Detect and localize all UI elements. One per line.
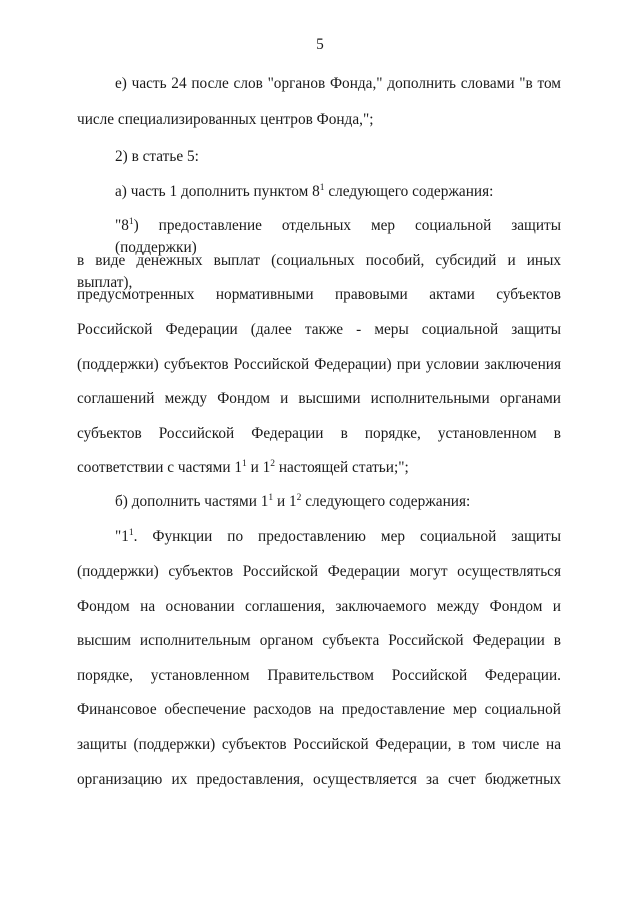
- text-line: защиты (поддержки) субъектов Российской Федерации, в том числе на: [77, 736, 561, 753]
- text-line: (поддержки) субъектов Российской Федерации) при условии заключения: [77, 356, 561, 373]
- text-line: Финансовое обеспечение расходов на предоставление мер социальной: [77, 701, 561, 718]
- text-segment: соответствии с частями 1: [77, 459, 243, 476]
- page-number: 5: [316, 36, 324, 53]
- text-segment: и 1: [246, 459, 271, 476]
- text-line: Фондом на основании соглашения, заключаемого между Фондом и: [77, 598, 561, 615]
- text-line: [115, 181, 561, 203]
- text-line: предусмотренных нормативными правовыми актами субъектов: [77, 286, 561, 303]
- text-line: (поддержки) субъектов Российской Федерации могут осуществляться: [77, 563, 561, 580]
- text-segment: а) часть 1 дополнить пунктом 8: [115, 183, 320, 200]
- text-segment: настоящей статьи;";: [275, 459, 409, 476]
- text-segment: "8: [115, 217, 129, 234]
- text-line: высшим исполнительным органом субъекта Российской Федерации в: [77, 632, 561, 649]
- text-line: субъектов Российской Федерации в порядке, установленном в: [77, 425, 561, 442]
- text-line: 2) в статье 5:: [115, 148, 199, 165]
- text-line: е) часть 24 после слов "органов Фонда," дополнить словами "в том: [115, 75, 561, 92]
- text-line: в виде денежных выплат (социальных пособий, субсидий и иных выплат),: [77, 252, 561, 291]
- text-line: организацию их предоставления, осуществляется за счет бюджетных: [77, 771, 561, 788]
- text-line: [115, 491, 561, 513]
- text-segment: "1: [115, 528, 129, 545]
- text-segment: следующего содержания:: [324, 183, 494, 200]
- text-segment: следующего содержания:: [301, 493, 471, 510]
- text-segment: б) дополнить частями 1: [115, 493, 269, 510]
- text-line: [115, 526, 561, 548]
- text-segment: и 1: [273, 493, 297, 510]
- superscript: 1: [319, 183, 325, 193]
- superscript: 1: [242, 459, 247, 469]
- text-line: Российской Федерации (далее также - меры социальной защиты: [77, 321, 561, 338]
- superscript: 2: [270, 459, 275, 469]
- text-line: порядке, установленном Правительством Российской Федерации.: [77, 667, 561, 684]
- superscript: 1: [128, 528, 134, 538]
- superscript: 2: [296, 493, 302, 503]
- text-line: соглашений между Фондом и высшими исполнительными органами: [77, 390, 561, 407]
- text-segment: . Функции по предоставлению мер социальной защиты: [133, 528, 561, 545]
- superscript: 1: [268, 493, 274, 503]
- text-line: [115, 215, 561, 256]
- superscript: 1: [128, 217, 134, 227]
- text-line: [77, 457, 561, 479]
- text-line: числе специализированных центров Фонда,";: [77, 111, 374, 128]
- text-segment: ) предоставление отдельных мер социальной защиты (поддержки): [115, 217, 561, 256]
